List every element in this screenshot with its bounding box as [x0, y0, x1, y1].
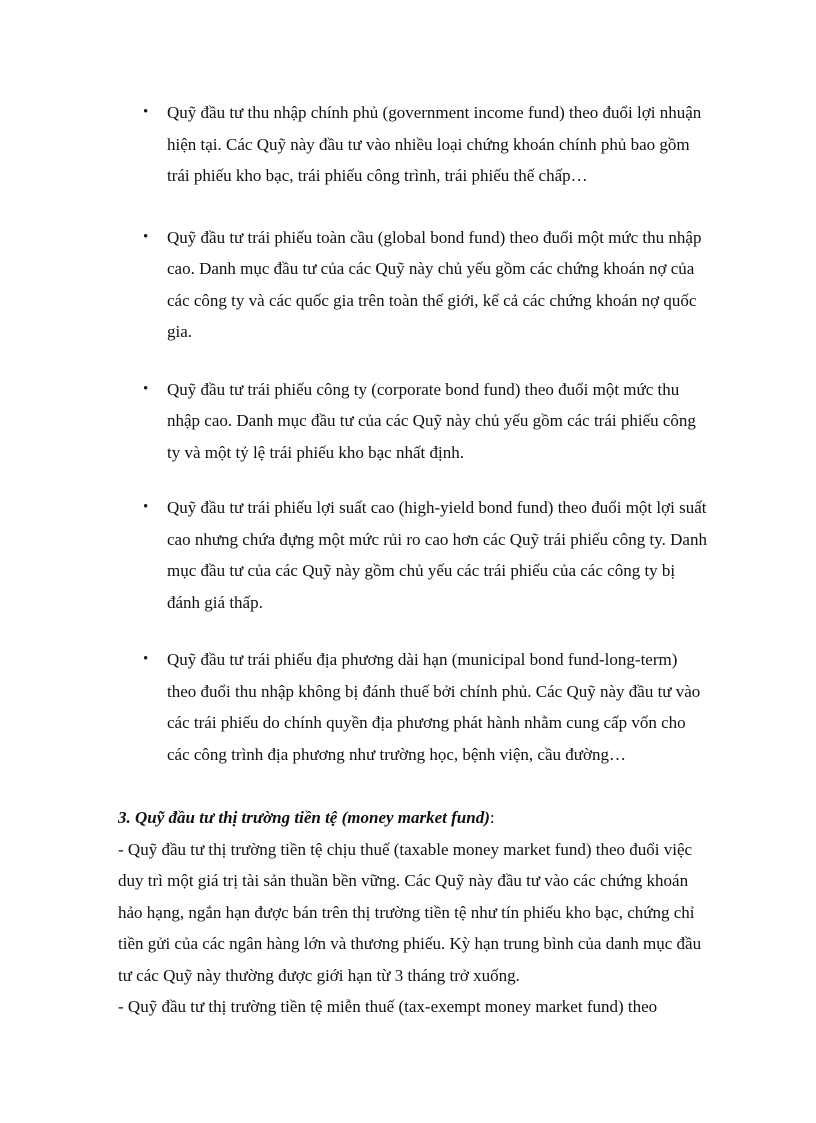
bullet-text: Quỹ đầu tư trái phiếu địa phương dài hạn (municipal bond fund-long-term) theo đuổi thu nhập không bị đánh thuế bởi chính phủ. Các Quỹ này đầu tư vào các trái phiếu do chính quyền địa phương phát hành nhằm cung cấp vốn cho các công trình địa phương như trường học, bệnh viện, cầu đường…: [167, 650, 701, 764]
money-market-section: [118, 802, 708, 1023]
bullet-icon: •: [143, 228, 149, 245]
section-heading-text: 3. Quỹ đầu tư thị trường tiền tệ (money market fund): [118, 808, 490, 827]
bullet-text: Quỹ đầu tư trái phiếu toàn cầu (global bond fund) theo đuổi một mức thu nhập cao. Danh mục đầu tư của các Quỹ này chủ yếu gồm các chứng khoán nợ của các công ty và các quốc gia trên toàn thế giới, kể cả các chứng khoán nợ quốc gia.: [167, 227, 702, 341]
bullet-icon: •: [143, 380, 149, 397]
fund-bullet-list: [0, 97, 816, 800]
section-heading-suffix: :: [489, 808, 495, 827]
bullet-text: Quỹ đầu tư thu nhập chính phủ (government income fund) theo đuổi lợi nhuận hiện tại. Các Quỹ này đầu tư vào nhiều loại chứng khoán chính phủ bao gồm trái phiếu kho bạc, trái phiếu công trình, trái phiếu thế chấp…: [167, 103, 702, 185]
bullet-text: Quỹ đầu tư trái phiếu lợi suất cao (high-yield bond fund) theo đuổi một lợi suất cao nhưng chứa đựng một mức rủi ro cao hơn các Quỹ trái phiếu công ty. Danh mục đầu tư của các Quỹ này gồm chủ yếu các trái phiếu của các công ty bị đánh giá thấp.: [167, 498, 707, 612]
section-heading: [118, 802, 708, 834]
list-item: [0, 374, 707, 469]
list-item: [0, 492, 707, 618]
paragraph: - Quỹ đầu tư thị trường tiền tệ miễn thuế (tax-exempt money market fund) theo: [118, 997, 658, 1016]
bullet-text: Quỹ đầu tư trái phiếu công ty (corporate bond fund) theo đuổi một mức thu nhập cao. Danh mục đầu tư của các Quỹ này chủ yếu gồm các trái phiếu công ty và một tỷ lệ trái phiếu kho bạc nhất định.: [167, 379, 696, 462]
bullet-icon: •: [143, 499, 149, 515]
bullet-icon: •: [143, 651, 149, 667]
list-item: [0, 97, 707, 192]
list-item: [0, 644, 707, 770]
bullet-icon: •: [143, 104, 149, 120]
paragraph: - Quỹ đầu tư thị trường tiền tệ chịu thuế (taxable money market fund) theo đuổi việc duy trì một giá trị tài sản thuần bền vững. Các Quỹ này đầu tư vào các chứng khoán hảo hạng, ngắn hạn được bán trên thị trường tiền tệ như tín phiếu kho bạc, chứng chỉ tiền gửi của các ngân hàng lớn và thương phiếu. Kỳ hạn trung bình của danh mục đầu tư các Quỹ này thường được giới hạn từ 3 tháng trở xuống.: [118, 839, 702, 985]
list-item: [0, 222, 707, 348]
